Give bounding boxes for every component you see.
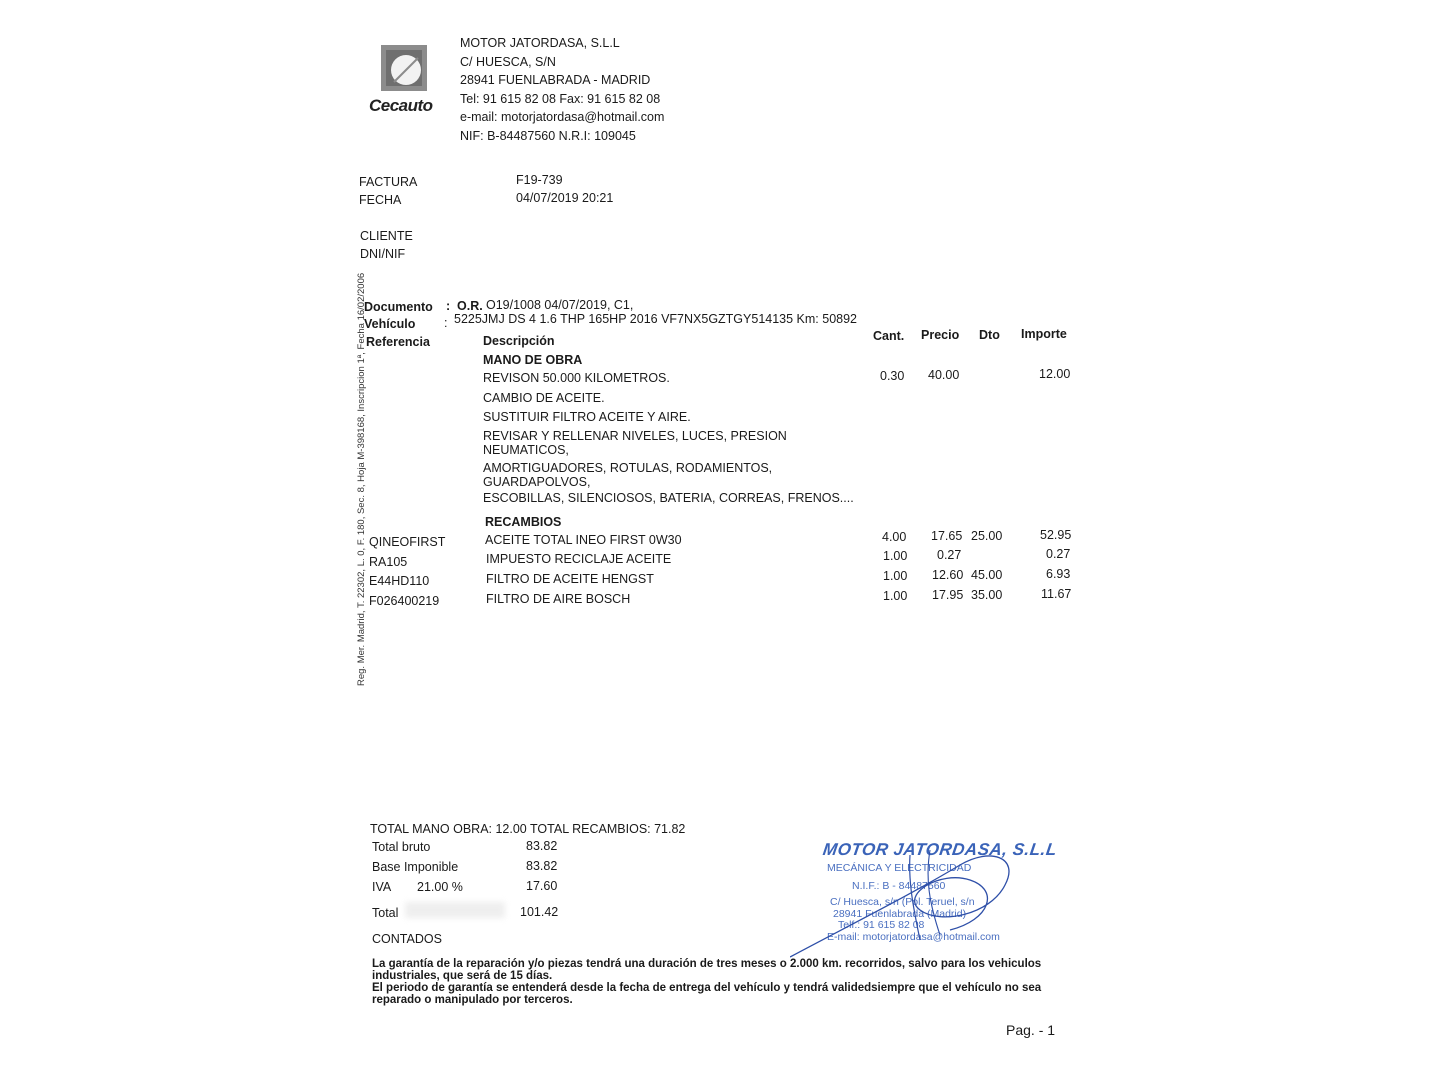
labour-line: GUARDAPOLVOS, — [483, 475, 591, 489]
part-ref: E44HD110 — [369, 574, 430, 588]
documento-type: O.R. — [457, 299, 483, 313]
labour-precio: 40.00 — [928, 368, 960, 382]
warranty-text — [372, 958, 1072, 1006]
part-dto: 45.00 — [971, 568, 1003, 582]
part-cant: 1.00 — [883, 549, 908, 563]
dni-label: DNI/NIF — [360, 247, 406, 261]
labour-cant: 0.30 — [880, 369, 905, 383]
total-bruto-value: 83.82 — [526, 839, 558, 853]
labour-line: ESCOBILLAS, SILENCIOSOS, BATERIA, CORREAS, FRENOS.... — [483, 491, 854, 505]
part-precio: 17.65 — [931, 529, 963, 543]
col-cant: Cant. — [873, 329, 905, 343]
labour-line: SUSTITUIR FILTRO ACEITE Y AIRE. — [483, 410, 691, 424]
warranty-line: industriales, que será de 15 días. — [372, 970, 553, 982]
col-precio: Precio — [921, 328, 960, 342]
part-precio: 12.60 — [932, 568, 964, 582]
documento-value: O19/1008 04/07/2019, C1, — [486, 298, 634, 312]
part-dto: 25.00 — [971, 529, 1003, 543]
part-desc: FILTRO DE AIRE BOSCH — [486, 592, 631, 606]
total-label: Total — [372, 906, 399, 920]
part-desc: ACEITE TOTAL INEO FIRST 0W30 — [485, 533, 682, 547]
col-descripcion: Descripción — [483, 334, 555, 348]
company-city: 28941 FUENLABRADA - MADRID — [460, 73, 651, 87]
company-header — [460, 34, 664, 145]
part-importe: 11.67 — [1041, 587, 1072, 601]
company-nif: NIF: B-84487560 N.R.I: 109045 — [460, 128, 636, 143]
part-cant: 4.00 — [882, 530, 907, 544]
warranty-line: La garantía de la reparación y/o piezas tendrá una duración de tres meses o 2.000 km. recorridos, salvo para los vehiculos — [372, 958, 1042, 970]
labour-line: AMORTIGUADORES, ROTULAS, RODAMIENTOS, — [483, 461, 773, 475]
documento-colon: : — [446, 299, 451, 313]
stamp-line: C/ Huesca, s/n (Pol. Teruel, s/n — [830, 896, 975, 908]
vehiculo-label: Vehículo — [364, 317, 416, 331]
total-value: 101.42 — [520, 905, 559, 919]
iva-rate: 21.00 % — [417, 880, 463, 894]
labour-line: REVISAR Y RELLENAR NIVELES, LUCES, PRESION — [483, 429, 787, 443]
registry-text: Reg. Mer. Madrid, T. 22302, L. 0, F. 180, Sec. 8, Hoja M-398168, Inscripcion 1ª, Fecha 16/02/2006 — [356, 272, 367, 686]
section-parts: RECAMBIOS — [485, 515, 562, 529]
company-address: C/ HUESCA, S/N — [460, 54, 556, 69]
part-ref: QINEOFIRST — [369, 535, 446, 549]
part-importe: 52.95 — [1040, 528, 1072, 542]
documento-label: Documento — [364, 300, 433, 314]
company-logo — [380, 44, 428, 92]
iva-label: IVA — [372, 880, 392, 894]
col-referencia: Referencia — [366, 335, 430, 349]
vehiculo-value: 5225JMJ DS 4 1.6 THP 165HP 2016 VF7NX5GZTGY514135 Km: 50892 — [454, 312, 858, 326]
payment-method: CONTADOS — [372, 932, 442, 946]
col-dto: Dto — [979, 328, 1000, 342]
part-ref: F026400219 — [369, 594, 440, 608]
labour-line: CAMBIO DE ACEITE. — [483, 391, 605, 405]
stamp-line: N.I.F.: B - 84487560 — [852, 880, 946, 892]
factura-label: FACTURA — [359, 175, 418, 189]
redacted-block — [405, 902, 505, 918]
totals-summary: TOTAL MANO OBRA: 12.00 TOTAL RECAMBIOS: 71.82 — [370, 822, 686, 836]
fecha-label: FECHA — [359, 193, 402, 207]
company-email: e-mail: motorjatordasa@hotmail.com — [460, 110, 665, 124]
part-importe: 0.27 — [1046, 547, 1071, 561]
total-bruto-label: Total bruto — [372, 840, 431, 854]
signature-scribble — [790, 835, 1030, 960]
part-desc: FILTRO DE ACEITE HENGST — [486, 572, 654, 586]
stamp-line: MECÁNICA Y ELECTRICIDAD — [827, 862, 972, 874]
part-precio: 0.27 — [937, 548, 962, 562]
col-importe: Importe — [1021, 327, 1067, 341]
part-cant: 1.00 — [883, 589, 908, 603]
factura-value: F19-739 — [516, 173, 563, 187]
part-importe: 6.93 — [1046, 567, 1071, 581]
base-value: 83.82 — [526, 859, 558, 873]
labour-line: NEUMATICOS, — [483, 443, 569, 457]
warranty-line: El periodo de garantía se entenderá desde la fecha de entrega del vehículo y tendrá validedsiempre que el vehículo no sea — [372, 982, 1042, 994]
stamp-line: 28941 Fuenlabrada (Madrid) — [833, 908, 967, 920]
section-labour: MANO DE OBRA — [483, 353, 583, 367]
vehiculo-colon: : — [444, 316, 448, 330]
logo-text: Cecauto — [369, 96, 433, 115]
warranty-line: reparado o manipulado por terceros. — [372, 994, 573, 1006]
company-phone: Tel: 91 615 82 08 Fax: 91 615 82 08 — [460, 91, 661, 106]
cliente-label: CLIENTE — [360, 229, 413, 243]
company-name: MOTOR JATORDASA, S.L.L — [460, 36, 620, 50]
labour-importe: 12.00 — [1039, 367, 1071, 381]
fecha-value: 04/07/2019 20:21 — [516, 191, 614, 205]
stamp-line: E-mail: motorjatordasa@hotmail.com — [827, 931, 1000, 943]
part-precio: 17.95 — [932, 588, 964, 602]
part-dto: 35.00 — [971, 588, 1003, 602]
iva-value: 17.60 — [526, 879, 558, 893]
labour-line: REVISON 50.000 KILOMETROS. — [483, 371, 670, 385]
page-number: Pag. - 1 — [1006, 1022, 1056, 1038]
base-label: Base Imponible — [372, 860, 459, 874]
stamp-title: MOTOR JATORDASA, S.L.L — [821, 840, 1059, 859]
part-desc: IMPUESTO RECICLAJE ACEITE — [486, 552, 672, 566]
stamp-line: Telf.: 91 615 82 08 — [838, 919, 925, 931]
part-cant: 1.00 — [883, 569, 908, 583]
part-ref: RA105 — [369, 555, 408, 569]
